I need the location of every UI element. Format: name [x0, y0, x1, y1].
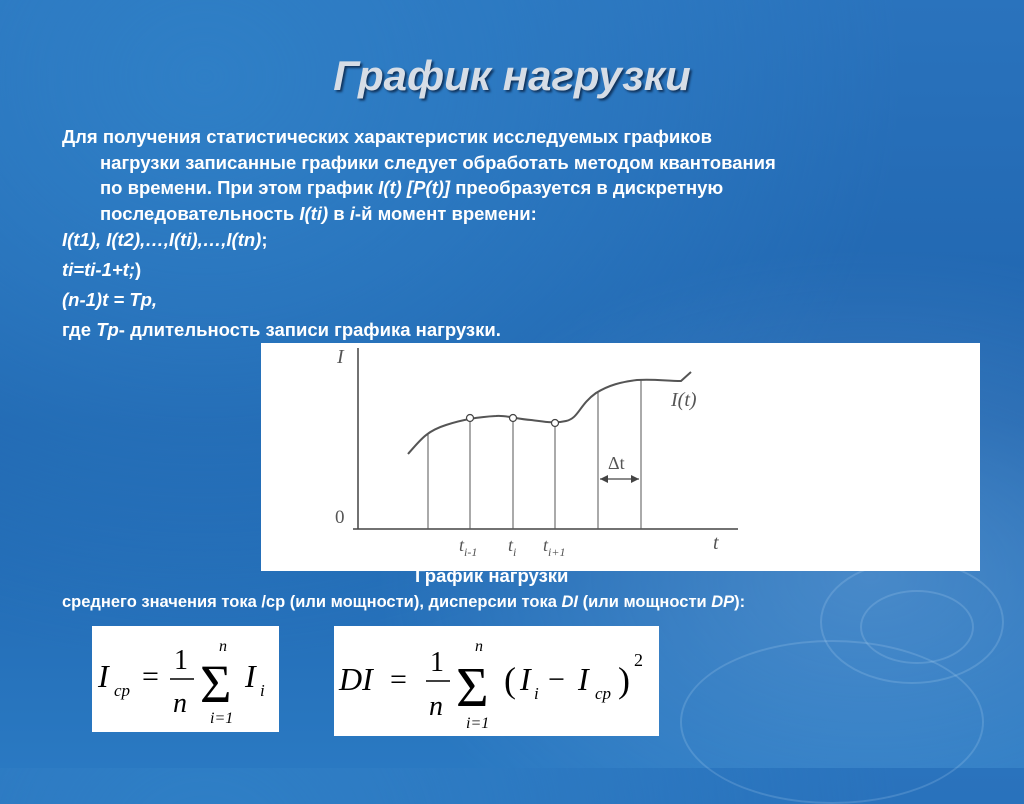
y-axis-label: I	[337, 346, 344, 368]
equation-text: ti=ti-1+t;	[62, 259, 135, 280]
tick-main: t	[543, 535, 549, 555]
tick-label-current	[508, 535, 516, 559]
equation-duration	[62, 289, 157, 311]
slide-title: График нагрузки	[333, 52, 691, 99]
sum-upper-limit: n	[219, 638, 227, 655]
power: 2	[634, 650, 643, 670]
sum-sign: Σ	[200, 654, 232, 714]
equals-sign: =	[390, 663, 407, 696]
sum-sign: Σ	[456, 657, 489, 719]
tick-sub: i	[513, 545, 517, 559]
tick-label-prev	[459, 535, 477, 559]
tick-sub: i+1	[548, 545, 566, 559]
fraction-numerator: 1	[174, 645, 188, 676]
intro-paragraph	[62, 124, 962, 226]
delta-t-label: Δt	[608, 453, 625, 473]
fraction-numerator: 1	[430, 647, 444, 678]
load-curve	[408, 372, 691, 454]
sample-point	[467, 415, 474, 422]
equation-sequence	[62, 229, 268, 251]
equation-text: (n-1)t = Tp,	[62, 289, 158, 310]
tick-sub: i-1	[464, 545, 478, 559]
dispersion-formula	[334, 626, 659, 736]
sample-point	[510, 415, 517, 422]
equation-punct: ;	[261, 229, 268, 250]
mean-symbol: I	[98, 658, 109, 694]
equation-punct: )	[134, 259, 142, 280]
duration-definition	[62, 319, 501, 341]
mean-subscript: cp	[114, 681, 131, 700]
load-graph-figure	[261, 343, 980, 571]
intro-formula: I(ti)	[299, 202, 329, 224]
intro-text: по времени. При этом график	[100, 177, 379, 198]
definition-symbol: Tp	[96, 319, 119, 340]
minus-sign: −	[548, 663, 565, 696]
fraction-denominator: n	[173, 688, 187, 719]
intro-line: Для получения статистических характеристик исследуемых графиков	[62, 126, 712, 147]
intro-text: последовательность	[100, 202, 300, 224]
sum-upper-limit: n	[475, 638, 483, 655]
statistics-text: (или мощности	[578, 593, 712, 611]
equation-text: I(t1), I(t2),…,I(ti),…,I(tn)	[62, 229, 262, 250]
tick-main: t	[508, 535, 514, 555]
summand: I	[245, 658, 256, 694]
open-paren: (	[504, 660, 516, 700]
delta-t-arrowhead-right	[631, 475, 639, 483]
term-i-subscript: i	[534, 684, 539, 703]
sample-point	[552, 420, 559, 427]
term-mean: I	[578, 661, 589, 697]
sum-lower-limit: i=1	[466, 715, 490, 732]
intro-formula: I(t) [P(t)]	[378, 177, 451, 198]
tick-label-next	[543, 535, 565, 559]
tick-main: t	[459, 535, 465, 555]
definition-text: где	[62, 319, 97, 340]
intro-line: нагрузки записанные графики следует обработать методом квантования	[100, 151, 776, 173]
background-ripple	[680, 640, 984, 804]
delta-t-arrowhead-left	[600, 475, 608, 483]
summand-subscript: i	[260, 681, 265, 700]
intro-index: i	[349, 202, 355, 224]
curve-label: I(t)	[671, 389, 697, 411]
mean-formula	[92, 626, 279, 732]
zero-label: 0	[335, 507, 345, 528]
dispersion-symbol: DI	[339, 661, 373, 697]
close-paren: )	[618, 660, 630, 700]
statistics-text: среднего значения тока /ср (или мощности), дисперсии тока	[62, 593, 562, 611]
term-i: I	[520, 661, 531, 697]
sum-lower-limit: i=1	[210, 710, 234, 727]
statistics-symbol: DI	[561, 593, 579, 611]
x-axis-label: t	[713, 532, 719, 554]
dispersion-formula-box	[334, 626, 659, 736]
statistics-symbol: DP	[711, 593, 735, 611]
intro-text: -й момент времени:	[354, 202, 537, 224]
intro-text: в	[328, 202, 350, 224]
figure-caption: График нагрузки	[415, 565, 569, 586]
equation-time-step	[62, 259, 141, 281]
mean-formula-box	[92, 626, 279, 732]
fraction-denominator: n	[429, 691, 443, 722]
definition-text: - длительность записи графика нагрузки.	[118, 319, 501, 340]
term-mean-subscript: cp	[595, 684, 612, 703]
intro-text: преобразуется в дискретную	[450, 177, 724, 198]
intro-line	[62, 175, 962, 201]
statistics-line	[62, 593, 745, 612]
equals-sign: =	[142, 660, 159, 693]
intro-line	[62, 201, 962, 227]
statistics-text: ):	[734, 593, 746, 611]
load-graph-diagram	[261, 343, 980, 571]
